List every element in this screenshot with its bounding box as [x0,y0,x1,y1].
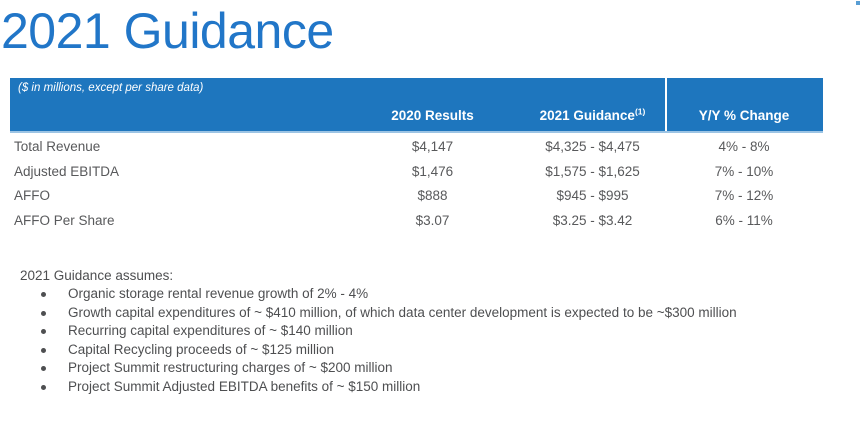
table-body [10,133,823,233]
column-header-metric [10,103,345,131]
assumption-item: Project Summit Adjusted EBITDA benefits of ~ $150 million [20,378,843,397]
column-header-yoy-change: Y/Y % Change [698,108,790,123]
page-title: 2021 Guidance [1,3,334,59]
table-row [10,209,823,234]
column-header-2021-guidance-label: 2021 Guidance [539,108,635,123]
cell-2020-results: $1,476 [411,163,454,179]
assumption-item: Project Summit restructuring charges of ~ $200 million [20,359,843,378]
table-row [10,160,823,185]
corner-logo-fragment [856,1,860,5]
footnote-marker: (1) [634,106,646,117]
table-units-note: ($ in millions, except per share data) [18,82,204,94]
assumption-item: Recurring capital expenditures of ~ $140 million [20,322,843,341]
column-header-2021-guidance [520,103,665,131]
guidance-table [10,78,823,233]
table-row [10,184,823,209]
row-label: Total Revenue [14,139,101,154]
table-row [10,135,823,160]
cell-2021-guidance: $3.25 - $3.42 [552,212,633,228]
table-header-bar [10,78,823,133]
cell-yoy-change: 4% - 8% [718,139,770,154]
cell-2020-results: $3.07 [415,212,450,228]
assumption-item: Organic storage rental revenue growth of 2% - 4% [20,285,843,304]
assumptions-heading: 2021 Guidance assumes: [20,268,174,283]
cell-2021-guidance: $1,575 - $1,625 [545,163,640,179]
assumption-item: Growth capital expenditures of ~ $410 million, of which data center development is expected to be ~$300 million [20,304,843,323]
row-label: AFFO [14,188,50,204]
cell-2020-results: $4,147 [411,139,454,154]
table-header-row [10,103,823,131]
row-label: AFFO Per Share [14,212,115,228]
cell-yoy-change: 6% - 11% [715,212,773,228]
cell-2021-guidance: $945 - $995 [556,188,629,204]
cell-yoy-change: 7% - 12% [714,188,774,204]
cell-yoy-change: 7% - 10% [714,163,774,179]
assumptions-section [20,266,850,397]
column-header-2020-results: 2020 Results [391,108,474,123]
cell-2021-guidance: $4,325 - $4,475 [545,139,640,154]
assumptions-list [20,285,850,397]
cell-2020-results: $888 [417,188,448,204]
assumption-item: Capital Recycling proceeds of ~ $125 million [20,341,843,360]
row-label: Adjusted EBITDA [14,163,120,179]
